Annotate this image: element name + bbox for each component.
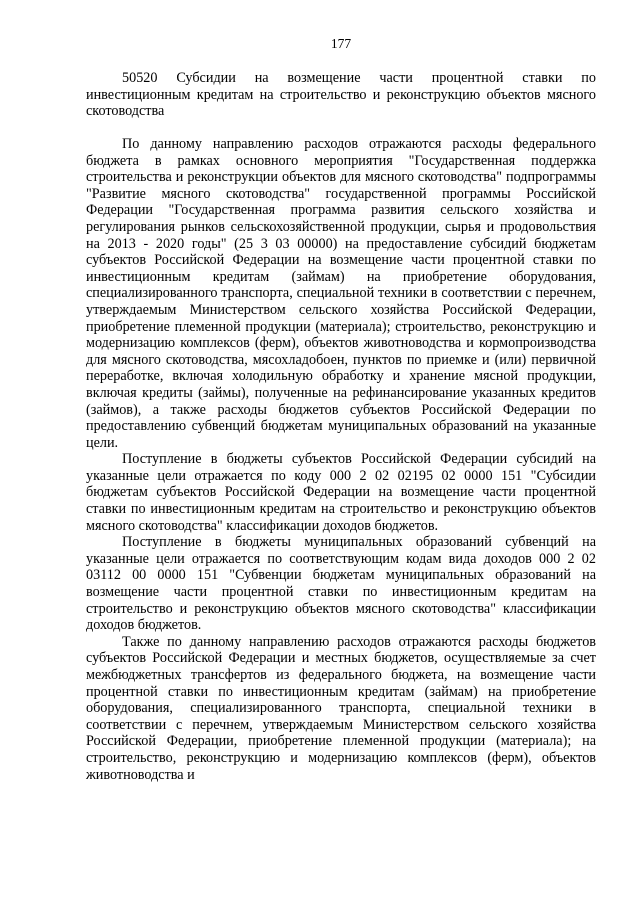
paragraph-expense-description: По данному направлению расходов отражаются расходы федерального бюджета в рамках основного мероприятия "Государственная поддержка строительства и реконструкции объектов для мясного скотоводства" подпрограммы "Развитие мясного скотоводства" государственной программы Российской Федерации "Государственная программа развития сельского хозяйства и регулирования рынков сельскохозяйственной продукции, сырья и продовольствия на 2013 - 2020 годы" (25 3 03 00000) на предоставление субсидий бюджетам субъектов Российской Федерации на возмещение части процентной ставки по инвестиционным кредитам (займам) на приобретение оборудования, специализированного транспорта, специальной техники в соответствии с перечнем, утверждаемым Министерством сельского хозяйства Российской Федерации, приобретение племенной продукции (материала); строительство, реконструкцию и модернизацию комплексов (ферм), объектов животноводства и кормопроизводства для мясного скотоводства, мясохладобоен, пунктов по приемке и (или) первичной переработке, включая холодильную обработку и хранение мясной продукции, включая кредиты (займы), полученные на рефинансирование указанных кредитов (займов), а также расходы бюджетов субъектов Российской Федерации по предоставлению субвенций бюджетам муниципальных образований на указанные цели. (86, 136, 596, 451)
body-text (86, 136, 596, 783)
paragraph-additional-expenses: Также по данному направлению расходов отражаются расходы бюджетов субъектов Российской Федерации и местных бюджетов, осуществляемые за счет межбюджетных трансфертов из федерального бюджета, на возмещение части процентной ставки по инвестиционным кредитам (займам) на приобретение оборудования, специализированного транспорта, специальной техники в соответствии с перечнем, утверждаемым Министерством сельского хозяйства Российской Федерации, приобретение племенной продукции (материала); на строительство, реконструкцию и модернизацию комплексов (ферм), объектов животноводства и (86, 633, 596, 783)
paragraph-regional-income: Поступление в бюджеты субъектов Российской Федерации субсидий на указанные цели отражается по коду 000 2 02 02195 02 0000 151 "Субсидии бюджетам субъектов Российской Федерации на возмещение части процентной ставки по инвестиционным кредитам на строительство и реконструкцию объектов мясного скотоводства" классификации доходов бюджетов. (86, 451, 596, 534)
section-heading: 50520 Субсидии на возмещение части процентной ставки по инвестиционным кредитам на строительство и реконструкцию объектов мясного скотоводства (86, 70, 596, 120)
page-number: 177 (330, 36, 352, 51)
paragraph-municipal-income: Поступление в бюджеты муниципальных образований субвенций на указанные цели отражается по соответствующим кодам вида доходов 000 2 02 03112 00 0000 151 "Субвенции бюджетам муниципальных образований на возмещение части процентной ставки по инвестиционным кредитам на строительство и реконструкцию объектов мясного скотоводства" классификации доходов бюджетов. (86, 534, 596, 634)
